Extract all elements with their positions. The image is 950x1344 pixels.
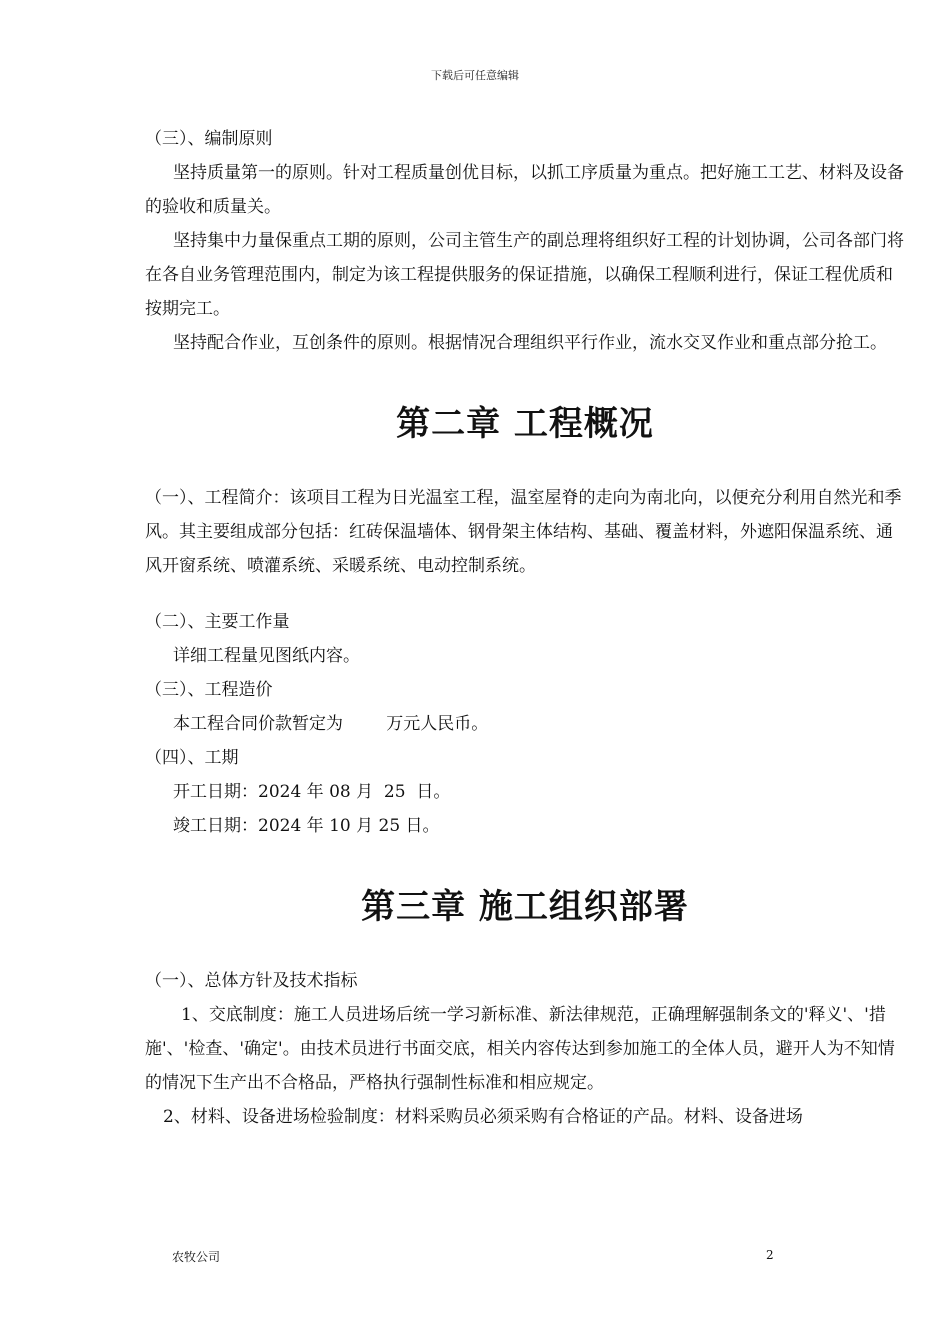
footer-company: 农牧公司: [172, 1250, 221, 1264]
period-heading: （四）、工期: [145, 748, 239, 768]
section-heading-principles: （三）、编制原则: [145, 129, 273, 149]
briefing-system: 1、交底制度：施工人员进场后统一学习新标准、新法律规范，正确理解强制条文的'释义'、'措施'、'检查、'确定'。由技术员进行书面交底，相关内容传达到参加施工的全体人员，避开人为不知情的情况下生产出不合格品，严格执行强制性标准和相应规定。: [145, 1005, 895, 1093]
project-intro: （一）、工程简介：该项目工程为日光温室工程，温室屋脊的走向为南北向，以便充分利用自然光和季风。其主要组成部分包括：红砖保温墙体、钢骨架主体结构、基础、覆盖材料，外遮阳保温系统、通风开窗系统、喷灌系统、采暖系统、电动控制系统。: [145, 488, 902, 576]
start-date: 开工日期：2024 年 08 月 25 日。: [173, 782, 451, 802]
workload-heading: （二）、主要工作量: [145, 612, 290, 632]
paragraph-cooperation: 坚持配合作业，互创条件的原则。根据情况合理组织平行作业，流水交叉作业和重点部分抢工。: [173, 333, 887, 353]
paragraph-schedule: 坚持集中力量保重点工期的原则，公司主管生产的副总理将组织好工程的计划协调，公司各部门将在各自业务管理范围内，制定为该工程提供服务的保证措施，以确保工程顺利进行，保证工程优质和按期完工。: [145, 231, 904, 319]
page-header: 下载后可任意编辑: [431, 69, 519, 82]
inspection-system: 2、材料、设备进场检验制度：材料采购员必须采购有合格证的产品。材料、设备进场: [163, 1107, 803, 1127]
policy-heading: （一）、总体方针及技术指标: [145, 971, 358, 991]
end-date: 竣工日期：2024 年 10 月 25 日。: [173, 816, 440, 836]
chapter-2-title: 第二章 工程概况: [396, 404, 654, 444]
cost-heading: （三）、工程造价: [145, 680, 273, 700]
document-body: [145, 122, 905, 1134]
cost-text: 本工程合同价款暂定为 万元人民币。: [173, 714, 489, 734]
page-number: 2: [766, 1248, 774, 1262]
paragraph-quality: 坚持质量第一的原则。针对工程质量创优目标，以抓工序质量为重点。把好施工工艺、材料及设备的验收和质量关。: [145, 163, 904, 217]
workload-text: 详细工程量见图纸内容。: [173, 646, 360, 666]
chapter-3-title: 第三章 施工组织部署: [361, 887, 689, 927]
